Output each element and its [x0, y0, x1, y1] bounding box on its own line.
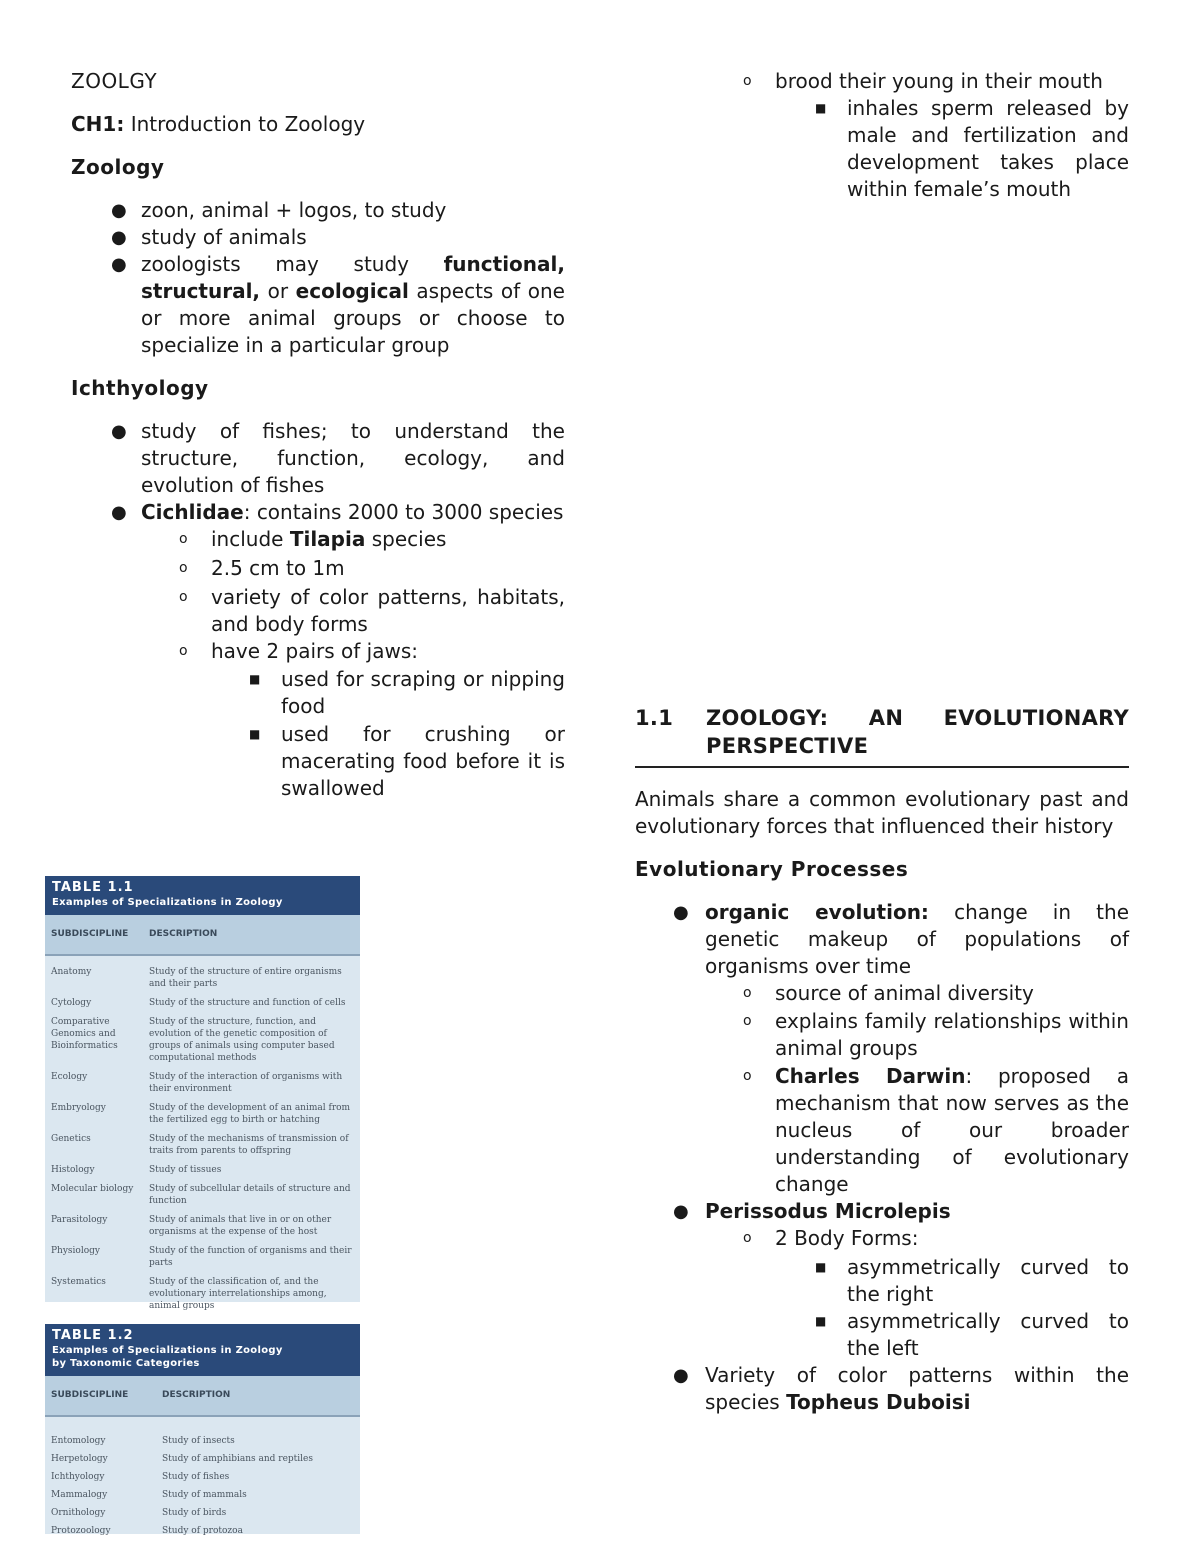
section-divider	[635, 766, 1129, 768]
table-row	[45, 1016, 360, 1064]
bold-term: Cichlidae	[141, 500, 244, 524]
list-item	[635, 1063, 1129, 1198]
table-row	[45, 1276, 360, 1312]
circle-bullet-icon: o	[743, 1068, 752, 1084]
section-1-1	[635, 704, 1129, 1416]
list-item-text: source of animal diversity	[775, 981, 1034, 1005]
bullet-icon: ●	[673, 902, 689, 923]
list-item-text: zoon, animal + logos, to study	[141, 198, 447, 222]
table-title: TABLE 1.1	[52, 880, 134, 895]
table-body	[45, 1417, 360, 1537]
table-cell-description: Study of amphibians and reptiles	[162, 1454, 314, 1464]
table-cell-description: Study of animals that live in or on other organisms at the expense of the host	[149, 1215, 332, 1237]
list-item-text: aspects of one or more animal groups or choose to specialize in a particular group	[141, 279, 565, 357]
table-cell-subdiscipline: Cytology	[51, 998, 92, 1008]
square-bullet-icon: ■	[815, 1314, 827, 1328]
bold-term: Tilapia	[289, 527, 366, 551]
table-title: TABLE 1.2	[52, 1328, 134, 1343]
ichthyology-heading: Ichthyology	[71, 376, 209, 400]
list-item	[71, 721, 565, 802]
list-item-text: brood their young in their mouth	[775, 69, 1103, 93]
list-item	[635, 1198, 1129, 1225]
circle-bullet-icon: o	[743, 73, 752, 89]
table-cell-description: Study of protozoa	[162, 1526, 243, 1536]
table-cell-description: Study of the function of organisms and their parts	[149, 1246, 352, 1268]
list-item	[635, 1362, 1129, 1416]
list-item	[71, 666, 565, 720]
column-header-description: DESCRIPTION	[162, 1390, 231, 1400]
zoology-list	[71, 197, 565, 359]
list-item-text: species	[365, 527, 447, 551]
table-row	[45, 1435, 360, 1447]
section-title-text: ZOOLOGY: AN EVOLUTIONARY PERSPECTIVE	[706, 706, 1129, 758]
table-cell-subdiscipline: Entomology	[51, 1436, 106, 1446]
list-item	[71, 555, 565, 582]
bold-term: organic evolution:	[705, 900, 929, 924]
table-cell-subdiscipline: Histology	[51, 1165, 95, 1175]
list-item-text: inhales sperm released by male and fertilization and development takes place within female’s mouth	[847, 96, 1129, 201]
circle-bullet-icon: o	[743, 985, 752, 1001]
list-item	[635, 95, 1129, 203]
ichthyology-list	[71, 418, 565, 802]
square-bullet-icon: ■	[815, 101, 827, 115]
list-item	[71, 499, 565, 526]
list-item-text: Variety of color patterns within the species	[705, 1363, 1129, 1414]
list-item-text: used for scraping or nipping food	[281, 667, 565, 718]
list-item	[635, 899, 1129, 980]
table-column-header	[45, 915, 360, 956]
list-item-text: asymmetrically curved to the right	[847, 1255, 1129, 1306]
table-row	[45, 1245, 360, 1269]
bullet-icon: ●	[111, 254, 127, 275]
table-cell-description: Study of the interaction of organisms with their environment	[149, 1072, 343, 1094]
right-column	[635, 68, 1129, 1414]
list-item-text: 2.5 cm to 1m	[211, 556, 345, 580]
list-item-text: include	[211, 527, 290, 551]
bullet-icon: ●	[673, 1201, 689, 1222]
column-header-subdiscipline: SUBDISCIPLINE	[51, 929, 129, 939]
table-cell-subdiscipline: Parasitology	[51, 1215, 108, 1225]
table-cell-description: Study of the structure and function of cells	[149, 998, 346, 1008]
list-item	[635, 1225, 1129, 1252]
list-item-text: have 2 pairs of jaws:	[211, 639, 418, 663]
list-item	[71, 251, 565, 359]
chapter-line	[71, 111, 565, 138]
table-cell-description: Study of the structure of entire organisms and their parts	[149, 967, 342, 989]
list-item	[71, 638, 565, 665]
table-cell-description: Study of birds	[162, 1508, 227, 1518]
list-item-text: asymmetrically curved to the left	[847, 1309, 1129, 1360]
chapter-label: CH1:	[71, 112, 125, 136]
list-item-text: used for crushing or macerating food before it is swallowed	[281, 722, 565, 800]
bold-term: ecological	[295, 279, 409, 303]
table-header	[45, 876, 360, 915]
bullet-icon: ●	[111, 421, 127, 442]
table-cell-subdiscipline: Comparative Genomics and Bioinformatics	[51, 1017, 118, 1051]
list-item-text: study of fishes; to understand the structure, function, ecology, and evolution of fishes	[141, 419, 565, 497]
table-body	[45, 956, 360, 1312]
list-item-text: zoologists may study	[141, 252, 444, 276]
table-cell-subdiscipline: Mammalogy	[51, 1490, 108, 1500]
list-item	[71, 418, 565, 499]
list-item	[635, 1308, 1129, 1362]
table-subtitle: Examples of Specializations in Zoology	[52, 897, 283, 908]
table-row	[45, 997, 360, 1009]
chapter-text: Introduction to Zoology	[124, 112, 366, 136]
table-1-2	[45, 1324, 360, 1534]
bold-term: Perissodus Microlepis	[705, 1199, 951, 1223]
zoology-heading: Zoology	[71, 155, 165, 179]
column-header-subdiscipline: SUBDISCIPLINE	[51, 1390, 129, 1400]
bold-term: functional, structural,	[141, 252, 565, 303]
evolutionary-processes-heading: Evolutionary Processes	[635, 857, 909, 881]
list-item	[71, 197, 565, 224]
list-item-text: or	[260, 279, 296, 303]
bold-term: Charles Darwin	[775, 1064, 966, 1088]
circle-bullet-icon: o	[743, 1013, 752, 1029]
table-cell-subdiscipline: Systematics	[51, 1277, 106, 1287]
table-row	[45, 1133, 360, 1157]
bold-term: Topheus Duboisi	[786, 1390, 971, 1414]
table-cell-description: Study of fishes	[162, 1472, 230, 1482]
table-row	[45, 1507, 360, 1519]
square-bullet-icon: ■	[249, 727, 261, 741]
table-cell-description: Study of the structure, function, and evolution of the genetic composition of groups of animals using computer based computational methods	[149, 1017, 335, 1063]
table-row	[45, 1071, 360, 1095]
table-column-header	[45, 1376, 360, 1417]
table-header	[45, 1324, 360, 1376]
list-item	[71, 224, 565, 251]
table-cell-subdiscipline: Genetics	[51, 1134, 91, 1144]
circle-bullet-icon: o	[179, 643, 188, 659]
table-cell-description: Study of insects	[162, 1436, 235, 1446]
table-row	[45, 1183, 360, 1207]
table-cell-description: Study of the mechanisms of transmission of traits from parents to offspring	[149, 1134, 349, 1156]
table-row	[45, 966, 360, 990]
circle-bullet-icon: o	[179, 589, 188, 605]
table-cell-subdiscipline: Physiology	[51, 1246, 100, 1256]
table-cell-subdiscipline: Protozoology	[51, 1526, 111, 1536]
list-item	[71, 526, 565, 553]
table-row	[45, 1164, 360, 1176]
table-subtitle: Examples of Specializations in Zoology	[52, 1345, 283, 1356]
left-column	[71, 68, 565, 802]
table-cell-description: Study of the development of an animal from the fertilized egg to birth or hatching	[149, 1103, 351, 1125]
table-row	[45, 1525, 360, 1537]
circle-bullet-icon: o	[743, 1230, 752, 1246]
table-1-1	[45, 876, 360, 1311]
table-cell-subdiscipline: Molecular biology	[51, 1184, 134, 1194]
bullet-icon: ●	[111, 200, 127, 221]
list-item	[635, 1008, 1129, 1062]
section-intro: Animals share a common evolutionary past and evolutionary forces that influenced their history	[635, 787, 1129, 838]
table-cell-subdiscipline: Ichthyology	[51, 1472, 105, 1482]
list-item-text: variety of color patterns, habitats, and body forms	[211, 585, 565, 636]
square-bullet-icon: ■	[249, 672, 261, 686]
document-title: ZOOLGY	[71, 69, 158, 93]
table-cell-subdiscipline: Ecology	[51, 1072, 88, 1082]
evolution-list	[635, 899, 1129, 1416]
table-row	[45, 1489, 360, 1501]
circle-bullet-icon: o	[179, 560, 188, 576]
table-subtitle: by Taxonomic Categories	[52, 1358, 200, 1369]
table-cell-description: Study of subcellular details of structure and function	[149, 1184, 351, 1206]
table-cell-description: Study of tissues	[149, 1165, 222, 1175]
list-item-text: change in the genetic makeup of populations of organisms over time	[705, 900, 1129, 978]
list-item-text: : proposed a mechanism that now serves as the nucleus of our broader understanding of evolutionary change	[775, 1064, 1129, 1196]
table-row	[45, 1102, 360, 1126]
list-item-text: : contains 2000 to 3000 species	[243, 500, 564, 524]
continued-list	[635, 68, 1129, 203]
table-cell-subdiscipline: Herpetology	[51, 1454, 108, 1464]
table-cell-subdiscipline: Ornithology	[51, 1508, 106, 1518]
table-row	[45, 1214, 360, 1238]
table-cell-subdiscipline: Anatomy	[51, 967, 92, 977]
table-cell-subdiscipline: Embryology	[51, 1103, 106, 1113]
table-row	[45, 1471, 360, 1483]
list-item-text: study of animals	[141, 225, 307, 249]
list-item	[635, 68, 1129, 95]
section-number: 1.1	[635, 706, 674, 730]
list-item	[71, 584, 565, 638]
bullet-icon: ●	[673, 1365, 689, 1386]
table-row	[45, 1453, 360, 1465]
list-item-text: explains family relationships within animal groups	[775, 1009, 1129, 1060]
bullet-icon: ●	[111, 502, 127, 523]
list-item	[635, 980, 1129, 1007]
section-title	[635, 704, 1129, 760]
circle-bullet-icon: o	[179, 531, 188, 547]
bullet-icon: ●	[111, 227, 127, 248]
table-cell-description: Study of the classification of, and the evolutionary interrelationships among, animal groups	[149, 1277, 327, 1311]
list-item	[635, 1254, 1129, 1308]
table-cell-description: Study of mammals	[162, 1490, 247, 1500]
column-header-description: DESCRIPTION	[149, 929, 218, 939]
list-item-text: 2 Body Forms:	[775, 1226, 919, 1250]
square-bullet-icon: ■	[815, 1260, 827, 1274]
